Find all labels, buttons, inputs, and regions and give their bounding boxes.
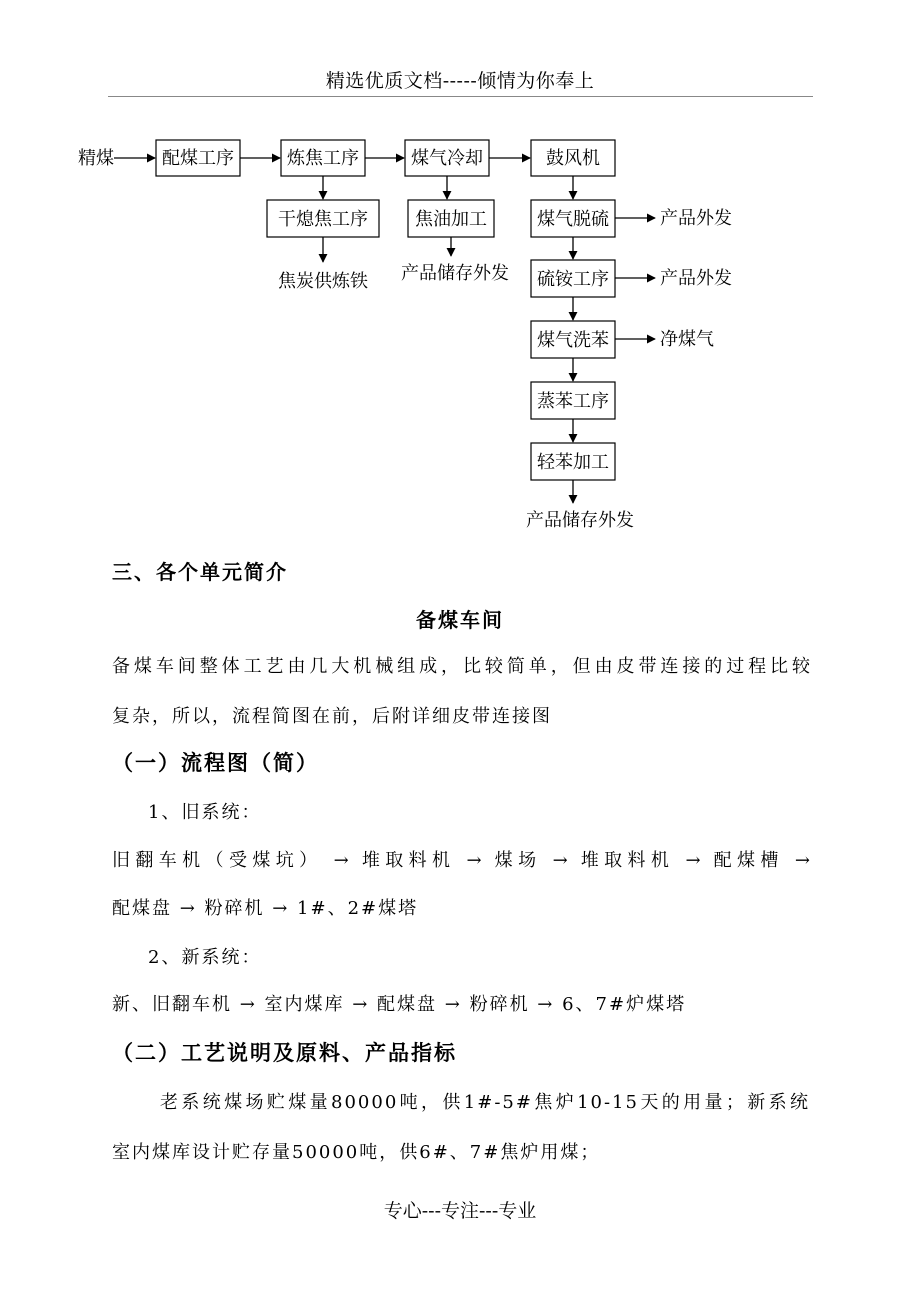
box-desulf: [531, 200, 615, 237]
output-tar: 产品储存外发: [401, 263, 509, 284]
output-coke: 焦炭供炼铁: [278, 271, 368, 292]
subsection-process-title: （二）工艺说明及原料、产品指标: [112, 1040, 457, 1065]
box-blend-label: 配煤工序: [162, 148, 234, 169]
box-benzene-distill: [531, 382, 615, 419]
box-gas-cooling: [405, 140, 489, 176]
page-footer: 专心---专注---专业: [383, 1200, 537, 1222]
process-para-line-2: 室内煤库设计贮存量50000吨，供6#、7#焦炉用煤；: [112, 1142, 601, 1163]
output-ammonium: 产品外发: [660, 268, 732, 289]
process-para-line-1: 老系统煤场贮煤量80000吨，供1#-5#焦炉10-15天的用量；新系统: [160, 1092, 810, 1113]
box-ammonium-label: 硫铵工序: [537, 269, 609, 290]
box-light-benzene: [531, 443, 615, 480]
output-clean-gas: 净煤气: [660, 329, 714, 350]
subsection-flowchart-title: （一）流程图（简）: [112, 750, 319, 775]
box-tar: [408, 200, 494, 237]
box-blower: [531, 140, 615, 176]
page-header: 精选优质文档-----倾情为你奉上: [325, 70, 595, 92]
unit-title: 备煤车间: [416, 608, 504, 632]
box-gas-cooling-label: 煤气冷却: [411, 148, 483, 169]
box-blower-label: 鼓风机: [546, 148, 600, 169]
intro-line-1: 备煤车间整体工艺由几大机械组成，比较简单，但由皮带连接的过程比较: [112, 656, 812, 677]
box-ammonium: [531, 260, 615, 297]
intro-line-2: 复杂，所以，流程简图在前，后附详细皮带连接图: [112, 706, 552, 727]
box-blend: [156, 140, 240, 176]
box-coking-label: 炼焦工序: [287, 148, 359, 169]
box-benzene-wash-label: 煤气洗苯: [537, 330, 609, 351]
box-benzene-wash: [531, 321, 615, 358]
box-tar-label: 焦油加工: [415, 209, 487, 230]
output-desulf: 产品外发: [660, 208, 732, 229]
box-light-benzene-label: 轻苯加工: [537, 452, 609, 473]
process-flowchart: [0, 0, 920, 540]
box-dry-quench-label: 干熄焦工序: [278, 209, 368, 230]
new-system-label: 2、新系统：: [148, 947, 262, 968]
old-system-line-2: 配煤盘 → 粉碎机 → 1#、2#煤塔: [112, 898, 419, 919]
new-system-line: 新、旧翻车机 → 室内煤库 → 配煤盘 → 粉碎机 → 6、7#炉煤塔: [112, 994, 687, 1015]
box-dry-quench: [267, 200, 379, 237]
box-benzene-distill-label: 蒸苯工序: [537, 391, 609, 412]
output-final: 产品储存外发: [526, 510, 634, 531]
old-system-line-1: 旧翻车机（受煤坑） → 堆取料机 → 煤场 → 堆取料机 → 配煤槽 →: [112, 850, 812, 871]
section-title: 三、各个单元简介: [112, 560, 288, 584]
box-coking: [281, 140, 365, 176]
old-system-label: 1、旧系统：: [148, 802, 262, 823]
flow-input-label: 精煤: [78, 148, 114, 169]
box-desulf-label: 煤气脱硫: [537, 209, 609, 230]
